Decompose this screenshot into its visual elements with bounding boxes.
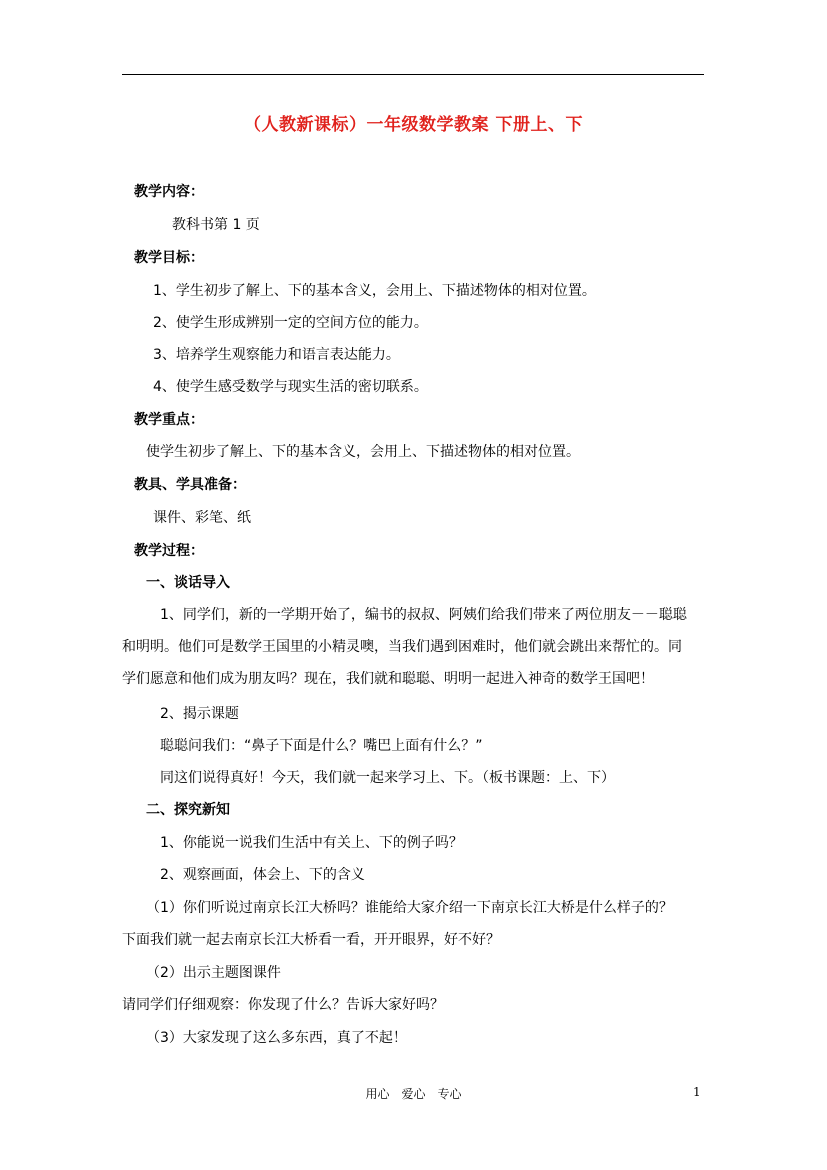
part2-sub-3: （3）大家发现了这么多东西，真了不起！ <box>146 1030 407 1046</box>
part1-summary: 同这们说得真好！今天，我们就一起来学习上、下。（板书课题：上、下） <box>160 770 615 786</box>
part1-heading: 一、谈话导入 <box>146 575 230 591</box>
part1-question: 聪聪问我们：“鼻子下面是什么？嘴巴上面有什么？” <box>160 738 483 754</box>
footer-motto: 用心 爱心 专心 <box>365 1087 462 1101</box>
document-title: （人教新课标）一年级数学教案 下册上、下 <box>244 115 583 135</box>
focus-text: 使学生初步了解上、下的基本含义，会用上、下描述物体的相对位置。 <box>146 444 580 460</box>
content-heading: 教学内容： <box>134 184 204 200</box>
goals-heading: 教学目标： <box>134 250 204 266</box>
part2-sub-1-line2: 下面我们就一起去南京长江大桥看一看，开开眼界，好不好？ <box>122 932 500 948</box>
part2-sub-1-line1: （1）你们听说过南京长江大桥吗？谁能给大家介绍一下南京长江大桥是什么样子的？ <box>146 900 673 916</box>
part2-observe: 请同学们仔细观察：你发现了什么？告诉大家好吗？ <box>122 997 444 1013</box>
goal-item-3: 3、培养学生观察能力和语言表达能力。 <box>153 347 400 363</box>
part2-step-1: 1、你能说一说我们生活中有关上、下的例子吗？ <box>160 835 463 851</box>
header-rule <box>122 74 704 75</box>
part2-step-2: 2、观察画面，体会上、下的含义 <box>160 867 365 883</box>
content-text: 教科书第 1 页 <box>172 217 260 233</box>
goal-item-1: 1、学生初步了解上、下的基本含义，会用上、下描述物体的相对位置。 <box>153 283 596 299</box>
part2-sub-2: （2）出示主题图课件 <box>146 965 281 981</box>
part1-paragraph-line1: 1、同学们，新的一学期开始了，编书的叔叔、阿姨们给我们带来了两位朋友－－聪聪 <box>160 607 687 623</box>
page-number: 1 <box>693 1085 701 1099</box>
part1-paragraph-line3: 学们愿意和他们成为朋友吗？现在，我们就和聪聪、明明一起进入神奇的数学王国吧！ <box>122 671 654 687</box>
process-heading: 教学过程： <box>134 543 204 559</box>
part2-heading: 二、探究新知 <box>146 802 230 818</box>
goal-item-2: 2、使学生形成辨别一定的空间方位的能力。 <box>153 315 428 331</box>
part1-paragraph-line2: 和明明。他们可是数学王国里的小精灵噢，当我们遇到困难时，他们就会跳出来帮忙的。同 <box>122 639 682 655</box>
tools-text: 课件、彩笔、纸 <box>153 510 251 526</box>
goal-item-4: 4、使学生感受数学与现实生活的密切联系。 <box>153 379 428 395</box>
focus-heading: 教学重点： <box>134 412 204 428</box>
tools-heading: 教具、学具准备： <box>134 477 246 493</box>
part1-step-2: 2、揭示课题 <box>160 706 239 722</box>
